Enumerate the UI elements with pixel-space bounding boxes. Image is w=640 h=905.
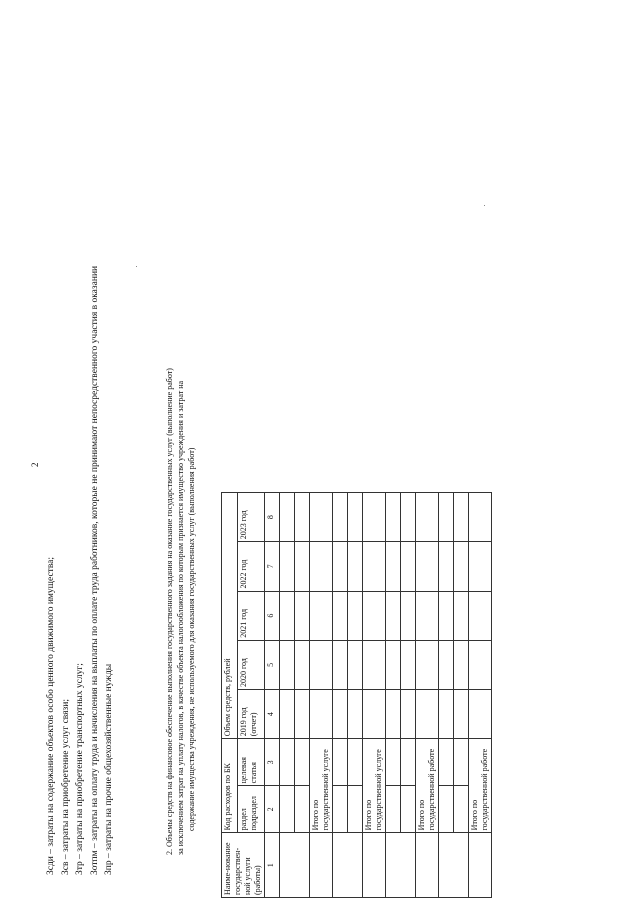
section-line: за исключением затрат на уплату налогов, в качестве объекта налогообложения по которым признается имущество учреждения и затрат на [176,380,185,855]
section-2-heading [164,35,197,855]
total-row [416,493,439,898]
total-label: Итого по государственной работе [416,739,439,833]
total-row [469,493,492,898]
funding-volume-table [221,492,492,898]
column-number: 1 [265,833,280,898]
table-row [386,493,401,898]
header-budget-code: Код расходов по БК [222,739,238,833]
column-number: 7 [265,542,280,591]
header-statya: целевая статья [237,739,264,786]
header-service-name: Наиме-нование государствен-ной услуги (работы) [222,833,265,898]
work-name-cell [439,833,469,898]
section-line: содержание имущества учреждения, не используемого для оказания государственных услуг (выполнения работ) [187,447,196,831]
total-label: Итого по государственной услуге [363,739,386,833]
page-number: 2 [30,462,40,467]
table-row [280,493,295,898]
definition-item: Зтр – затраты на приобретение транспортных услуг; [75,663,85,875]
work-name-cell [386,833,416,898]
definition-item: Зотпм – затраты на оплату труда и начисления на выплаты по оплате труда работников, которые не принимают непосредственного участия в оказании [89,265,100,875]
service-name-cell [280,833,310,898]
header-year: 2023 год [237,493,264,542]
header-year: 2020 год [237,640,264,689]
service-name-cell [333,833,363,898]
table-row [439,493,454,898]
header-year: 2019 год (отчет) [237,690,264,739]
column-number: 4 [265,690,280,739]
header-year: 2021 год [237,591,264,640]
total-row [310,493,333,898]
header-volume: Объем средств, рублей [222,493,238,739]
definition-item: Зпр – затраты на прочие общехозяйственные нужды [104,663,114,875]
definitions-list [44,15,117,875]
total-label: Итого по государственной работе [469,739,492,833]
scan-speck [136,266,137,267]
column-number: 3 [265,739,280,786]
definition-item: Зсди – затраты на содержание объектов особо ценного движимого имущества; [46,556,56,875]
column-number: 8 [265,493,280,542]
scan-speck [484,205,485,206]
table-row [333,493,348,898]
total-label: Итого по государственной услуге [310,739,333,833]
total-row [363,493,386,898]
column-number: 2 [265,786,280,833]
column-number: 5 [265,640,280,689]
column-number: 6 [265,591,280,640]
definition-item: Зсв – затраты на приобретение услуг связи; [60,698,71,875]
header-razdel: раздел подраздел [237,786,264,833]
header-year: 2022 год [237,542,264,591]
section-line: 2. Объемы средств на финансовое обеспечение выполнения государственного задания на оказание государственных услуг (выполнение работ) [165,368,174,855]
